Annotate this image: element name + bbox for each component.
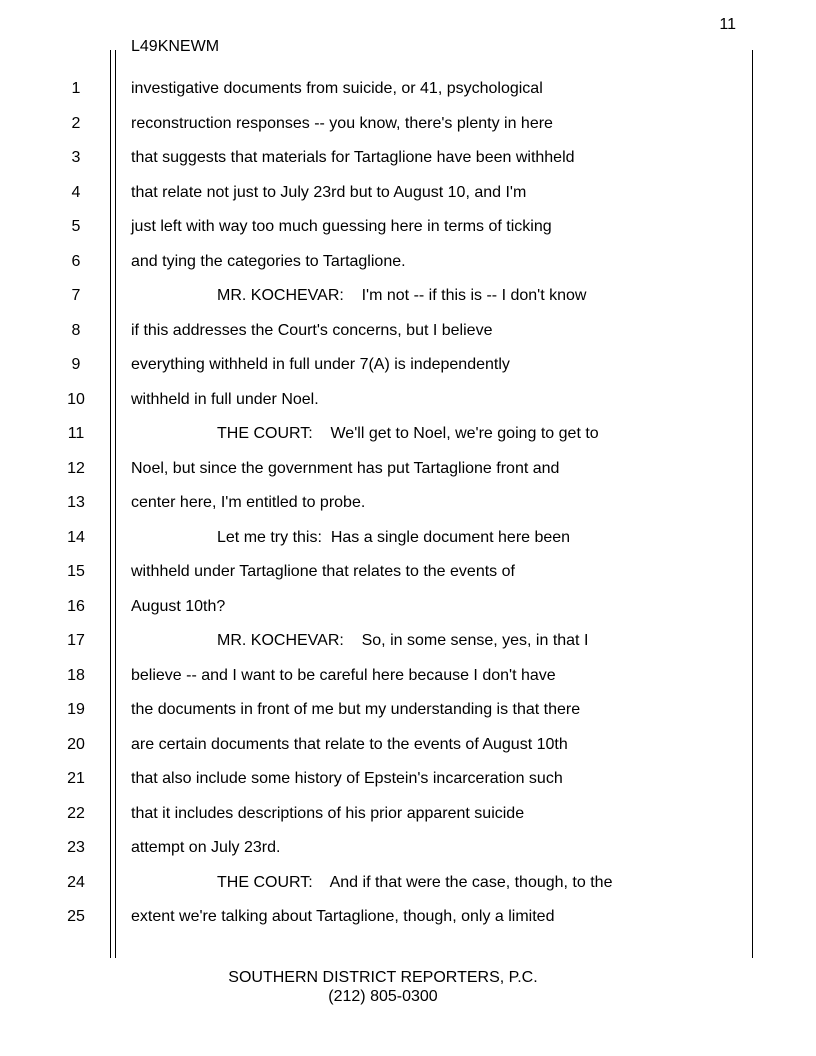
line-number: 10 [67, 390, 85, 408]
line-number: 1 [71, 80, 81, 97]
transcript-line [0, 149, 816, 184]
line-text: investigative documents from suicide, or 41, psychological [131, 80, 543, 97]
line-number: 21 [67, 770, 85, 787]
transcript-line [0, 770, 816, 805]
transcript-line [0, 874, 816, 909]
line-text: THE COURT: And if that were the case, though, to the [217, 873, 613, 891]
transcript-line [0, 805, 816, 840]
line-text: center here, I'm entitled to probe. [131, 494, 366, 511]
line-text: that also include some history of Epstein's incarceration such [131, 770, 563, 787]
reporter-name: SOUTHERN DISTRICT REPORTERS, P.C. [228, 969, 538, 986]
line-number: 5 [71, 218, 81, 235]
line-number: 12 [67, 459, 85, 477]
line-text: MR. KOCHEVAR: So, in some sense, yes, in that I [217, 632, 589, 649]
transcript-line [0, 425, 816, 460]
line-text: MR. KOCHEVAR: I'm not -- if this is -- I don't know [217, 287, 587, 304]
transcript-line [0, 115, 816, 150]
line-text: that suggests that materials for Tartaglione have been withheld [131, 149, 575, 166]
transcript-line [0, 839, 816, 874]
line-number: 9 [71, 356, 81, 373]
transcript-line [0, 287, 816, 322]
line-text: Noel, but since the government has put Tartaglione front and [131, 459, 560, 477]
transcript-line [0, 184, 816, 219]
transcript-line [0, 80, 816, 115]
transcript-line [0, 563, 816, 598]
transcript-line [0, 460, 816, 495]
transcript-line [0, 253, 816, 288]
transcript-line [0, 391, 816, 426]
line-number: 7 [71, 287, 81, 304]
line-number: 16 [67, 597, 85, 615]
line-number: 13 [67, 494, 85, 511]
line-text: everything withheld in full under 7(A) is independently [131, 356, 510, 373]
line-text: that relate not just to July 23rd but to August 10, and I'm [131, 183, 527, 201]
line-text: believe -- and I want to be careful here because I don't have [131, 666, 556, 684]
line-text: withheld under Tartaglione that relates to the events of [131, 563, 515, 580]
transcript-line [0, 908, 816, 943]
transcript-line [0, 356, 816, 391]
line-number: 8 [71, 321, 81, 339]
line-number: 3 [71, 149, 81, 166]
transcript-line [0, 598, 816, 633]
line-text: the documents in front of me but my understanding is that there [131, 701, 581, 718]
page-number: 11 [719, 16, 736, 33]
transcript-line [0, 494, 816, 529]
line-number: 2 [71, 114, 81, 132]
line-number: 25 [67, 908, 85, 925]
line-text: and tying the categories to Tartaglione. [131, 252, 406, 270]
transcript-line [0, 667, 816, 702]
reporter-phone: (212) 805-0300 [328, 988, 438, 1005]
line-number: 4 [71, 183, 81, 201]
line-text: withheld in full under Noel. [131, 390, 319, 408]
line-number: 23 [67, 839, 85, 856]
line-text: THE COURT: We'll get to Noel, we're going to get to [217, 425, 599, 442]
transcript-line [0, 218, 816, 253]
transcript-line [0, 736, 816, 771]
line-number: 15 [67, 563, 85, 580]
line-text: that it includes descriptions of his prior apparent suicide [131, 804, 525, 822]
line-text: attempt on July 23rd. [131, 839, 281, 856]
line-text: if this addresses the Court's concerns, but I believe [131, 321, 493, 339]
case-id: L49KNEWM [131, 38, 220, 55]
transcript-line [0, 529, 816, 564]
line-number: 24 [67, 873, 85, 891]
line-number: 6 [71, 252, 81, 270]
transcript-line [0, 701, 816, 736]
line-number: 18 [67, 666, 85, 684]
line-text: Let me try this: Has a single document here been [217, 528, 571, 546]
line-text: extent we're talking about Tartaglione, though, only a limited [131, 908, 555, 925]
line-text: just left with way too much guessing here in terms of ticking [131, 218, 552, 235]
line-number: 20 [67, 735, 85, 753]
transcript-line [0, 322, 816, 357]
line-number: 17 [67, 632, 85, 649]
line-number: 11 [67, 425, 85, 442]
line-text: August 10th? [131, 597, 226, 615]
line-number: 14 [67, 528, 85, 546]
transcript-line [0, 632, 816, 667]
line-text: are certain documents that relate to the events of August 10th [131, 735, 568, 753]
line-text: reconstruction responses -- you know, there's plenty in here [131, 114, 553, 132]
line-number: 22 [67, 804, 85, 822]
line-number: 19 [67, 701, 85, 718]
